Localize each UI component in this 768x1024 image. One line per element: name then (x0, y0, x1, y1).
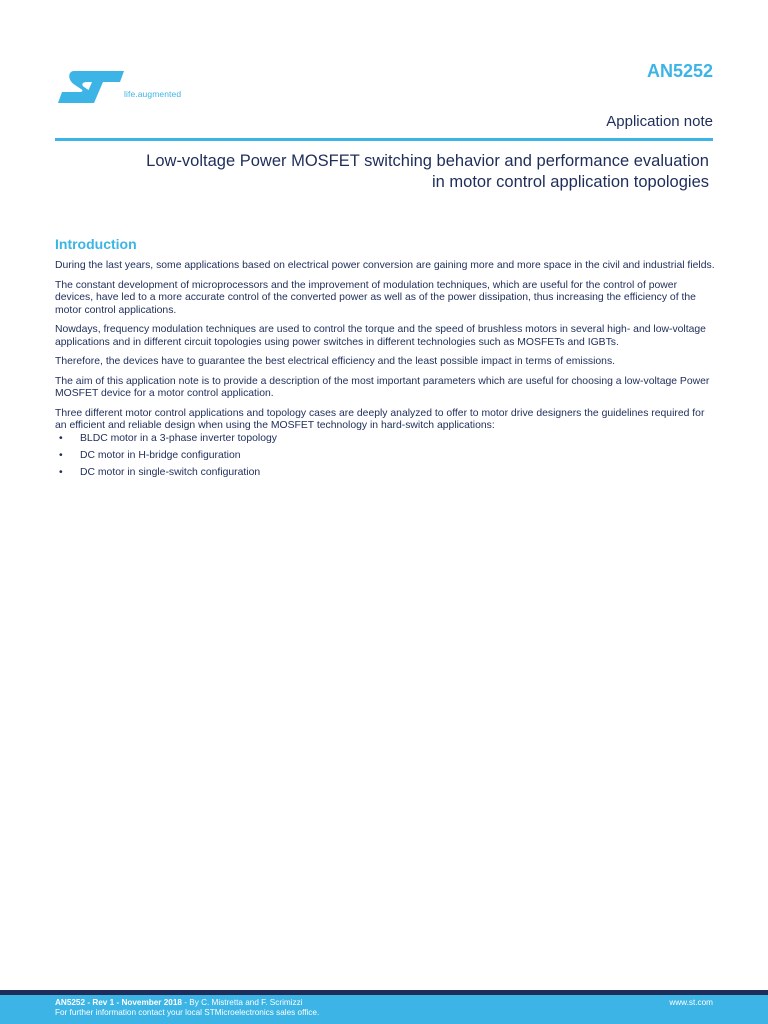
header-divider (55, 138, 713, 141)
logo-tagline: life.augmented (124, 89, 182, 99)
paragraph: Nowdays, frequency modulation techniques are used to control the torque and the speed of brushless motors in several high- and low-voltage applications and in different circuit topologies using power switches in different technologies such as MOSFETs and IGBTs. (55, 324, 706, 348)
list-item-text: DC motor in H-bridge configuration (80, 449, 241, 461)
footer-contact: For further information contact your local STMicroelectronics sales office. (55, 1008, 320, 1017)
bullet-icon: • (59, 449, 63, 461)
footer-revision-line (55, 998, 319, 1008)
list-item (55, 450, 715, 463)
bullet-icon: • (59, 466, 63, 478)
paragraph: Therefore, the devices have to guarantee the best electrical efficiency and the least possible impact in terms of emissions. (55, 356, 616, 367)
bullet-icon: • (59, 432, 63, 444)
paragraph: Three different motor control applications and topology cases are deeply analyzed to offer to motor drive designers the guidelines required for an efficient and reliable design when using the MOSFET technology in hard-switch applications: (55, 407, 705, 431)
footer-info (55, 998, 319, 1018)
document-title (69, 151, 709, 193)
list-item (55, 433, 715, 446)
st-logo (56, 68, 206, 108)
footer-revision: AN5252 - Rev 1 - November 2018 (55, 998, 182, 1007)
introduction-body (55, 260, 715, 484)
paragraph: During the last years, some applications based on electrical power conversion are gaining more and more space in the civil and industrial fields. (55, 260, 715, 271)
title-line-2: in motor control application topologies (432, 173, 709, 191)
paragraph: The aim of this application note is to provide a description of the most important parameters which are useful for choosing a low-voltage Power MOSFET device for a motor control application. (55, 375, 710, 399)
st-logo-icon (56, 68, 126, 106)
list-item-text: BLDC motor in a 3-phase inverter topology (80, 432, 277, 444)
section-heading-introduction: Introduction (55, 236, 137, 252)
document-type: Application note (606, 113, 713, 130)
footer (0, 995, 768, 1024)
paragraph: The constant development of microprocessors and the improvement of modulation techniques, which are useful for the control of power devices, have led to a more accurate control of the converted power as well as of the power dissipation, thus increasing the efficiency of the motor control applications. (55, 279, 696, 316)
list-item (55, 467, 715, 480)
title-line-1: Low-voltage Power MOSFET switching behavior and performance evaluation (146, 152, 709, 170)
document-id: AN5252 (646, 61, 713, 81)
footer-website-link[interactable]: www.st.com (669, 998, 713, 1007)
footer-authors: - By C. Mistretta and F. Scrimizzi (181, 998, 303, 1007)
list-item-text: DC motor in single-switch configuration (80, 466, 261, 478)
bullet-list (55, 433, 715, 480)
